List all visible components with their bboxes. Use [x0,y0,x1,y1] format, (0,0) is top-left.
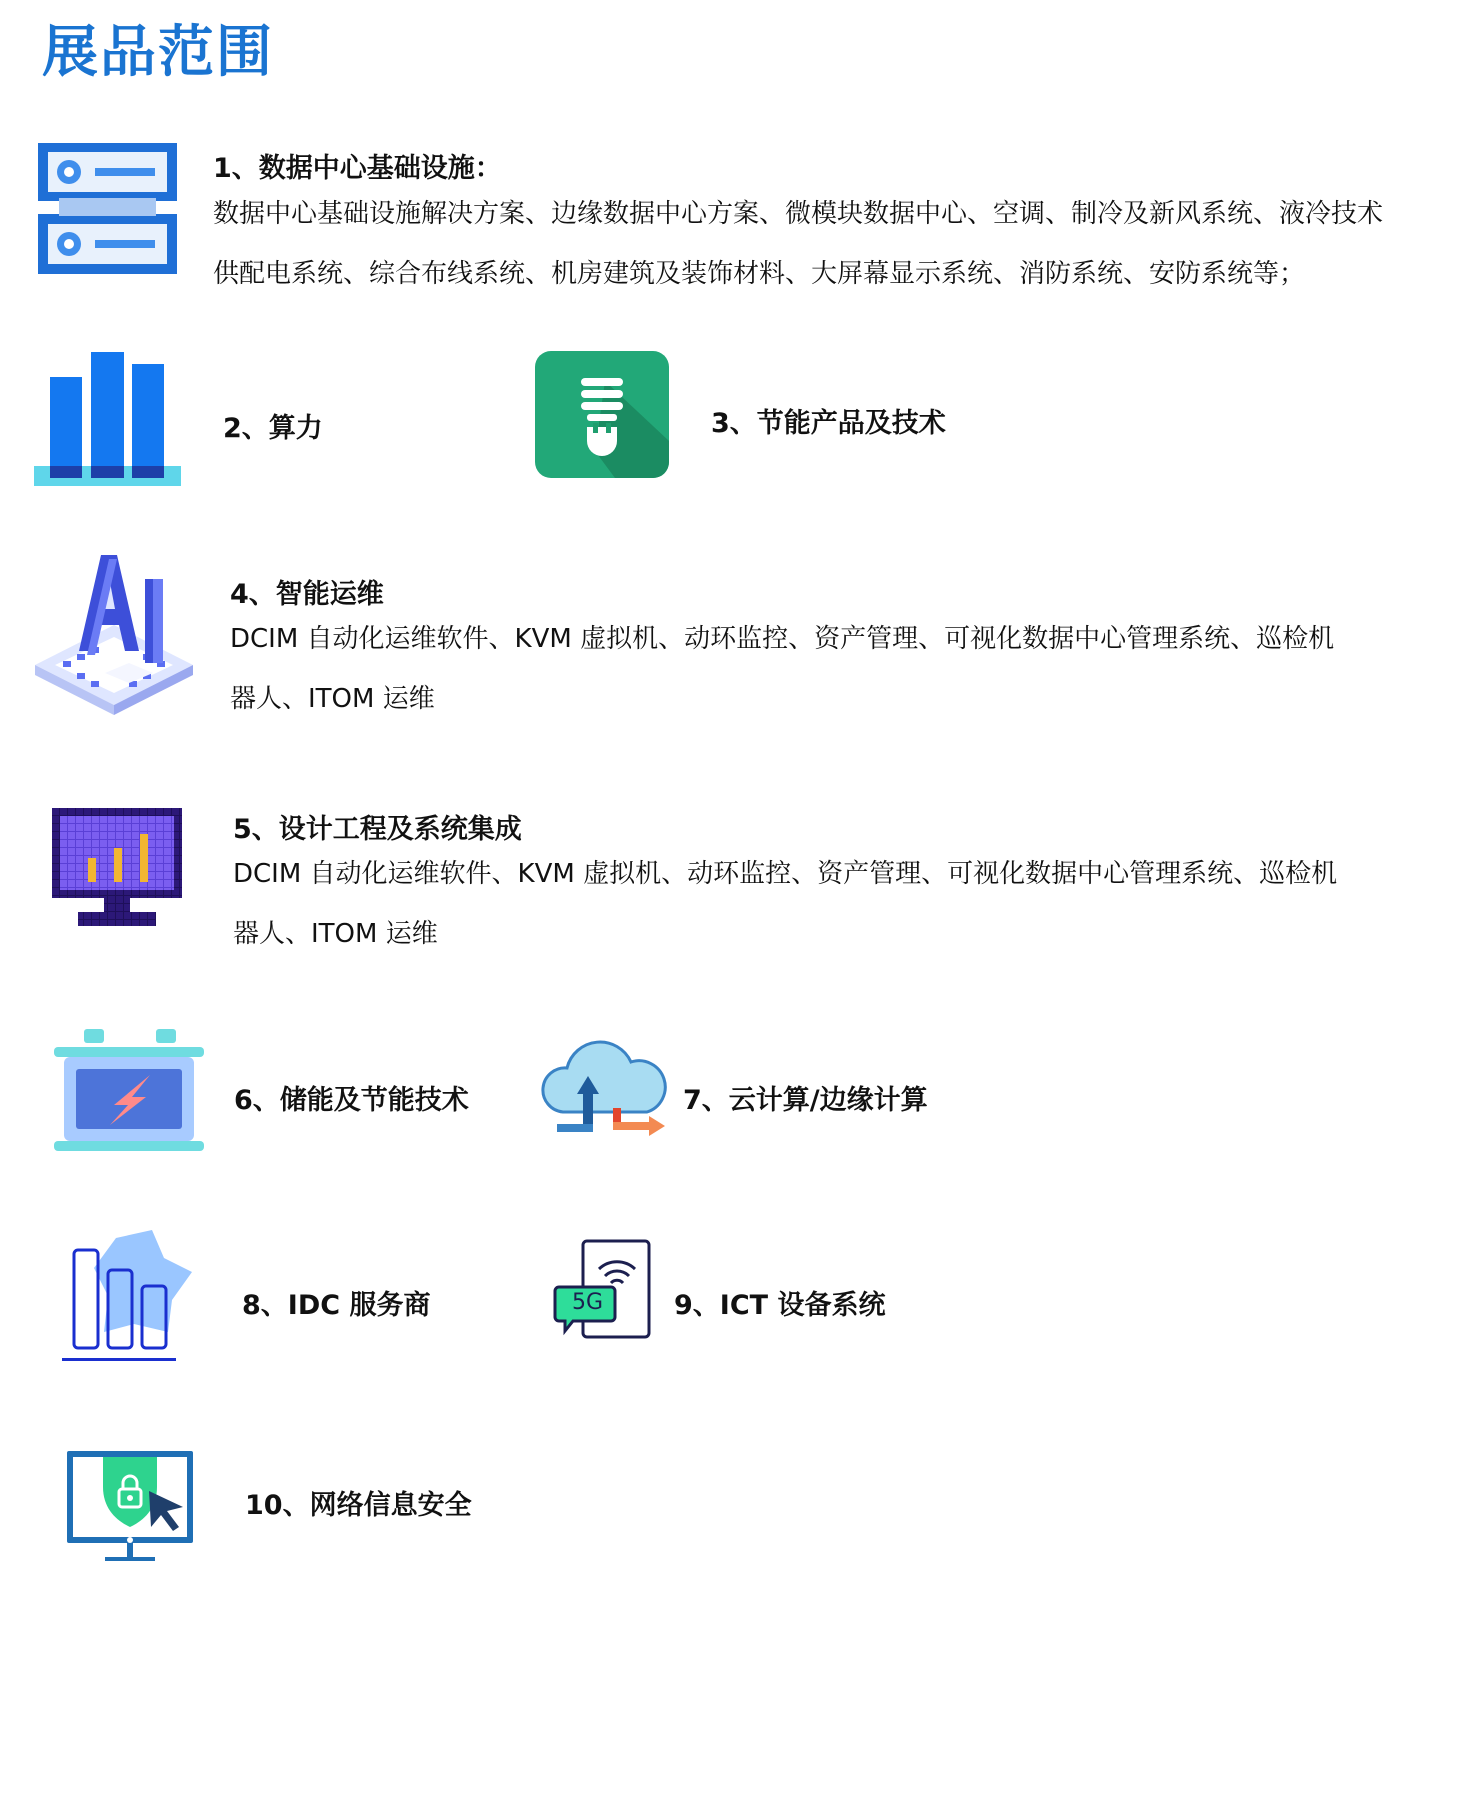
item-5-desc-line-1: DCIM 自动化运维软件、KVM 虚拟机、动环监控、资产管理、可视化数据中心管理系统、巡检机 [233,859,1338,889]
item-4-heading: 4、智能运维 [230,579,384,610]
item-3-heading: 3、节能产品及技术 [711,408,946,439]
item-6-heading: 6、储能及节能技术 [234,1085,469,1116]
energy-saving-bulb-icon [535,351,669,478]
bar-chart-icon [34,350,181,488]
ai-chip-icon [33,555,195,717]
monitor-chart-icon [52,808,182,928]
item-10-heading: 10、网络信息安全 [245,1490,472,1521]
item-2-heading: 2、算力 [223,413,323,444]
cloud-transfer-icon [541,1036,669,1142]
item-1-heading: 1、数据中心基础设施： [213,153,502,184]
item-4-desc-line-2: 器人、ITOM 运维 [230,684,435,714]
5g-badge-label: 5G [572,1290,604,1315]
page-title: 展品范围 [42,20,274,85]
5g-device-icon [555,1239,655,1339]
item-8-heading: 8、IDC 服务商 [242,1290,431,1321]
item-1-desc-line-2: 供配电系统、综合布线系统、机房建筑及装饰材料、大屏幕显示系统、消防系统、安防系统等； [213,259,1306,289]
battery-icon [54,1027,204,1153]
server-icon [35,140,180,277]
item-5-heading: 5、设计工程及系统集成 [233,814,522,845]
item-5-description [233,844,1337,964]
item-1-description [213,184,1383,304]
item-9-heading: 9、ICT 设备系统 [674,1290,886,1321]
item-1-desc-line-1: 数据中心基础设施解决方案、边缘数据中心方案、微模块数据中心、空调、制冷及新风系统、液冷技术 [213,199,1384,229]
item-7-heading: 7、云计算/边缘计算 [683,1085,928,1116]
security-monitor-icon [65,1449,195,1563]
item-5-desc-line-2: 器人、ITOM 运维 [233,919,438,949]
item-4-desc-line-1: DCIM 自动化运维软件、KVM 虚拟机、动环监控、资产管理、可视化数据中心管理系统、巡检机 [230,624,1335,654]
idc-bars-icon [60,1228,196,1364]
item-4-description [230,609,1334,729]
